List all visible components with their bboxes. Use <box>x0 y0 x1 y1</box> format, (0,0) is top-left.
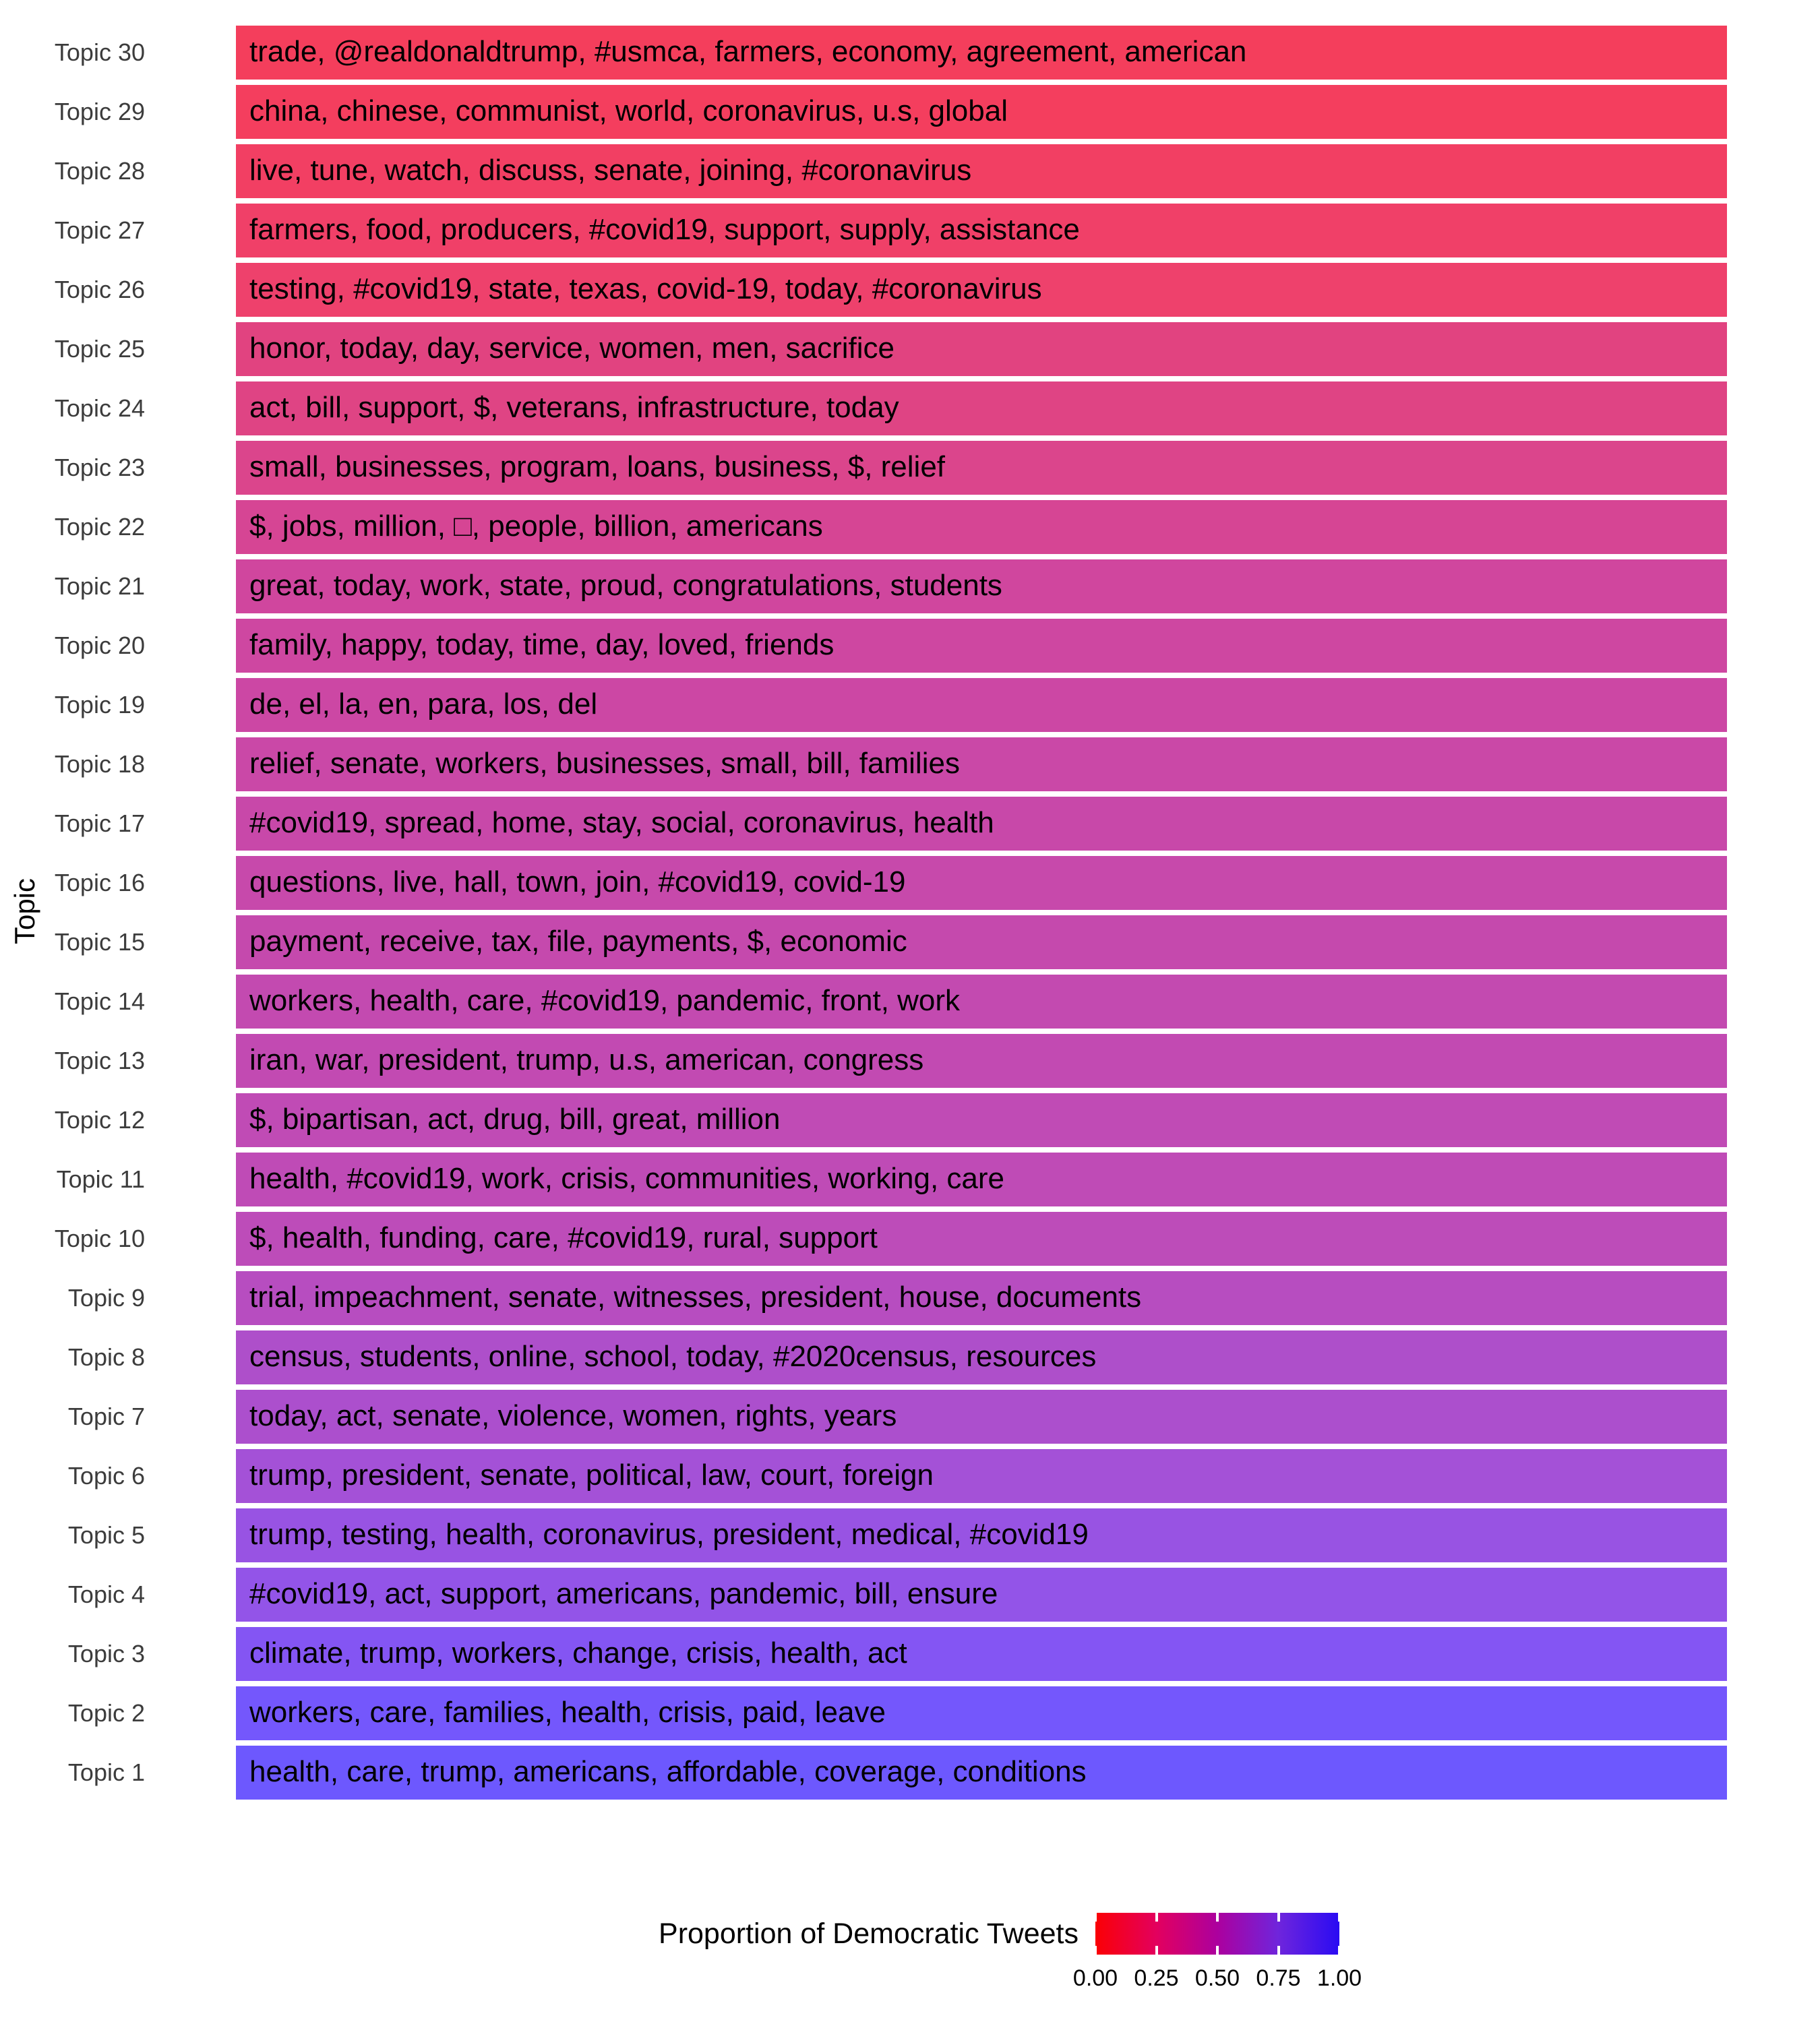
legend-tick-label: 0.75 <box>1256 1965 1301 1991</box>
legend-tick-mark <box>1216 1946 1219 1955</box>
topic-bar: small, businesses, program, loans, business, $, relief <box>236 441 1727 495</box>
y-axis-tick-label: Topic 4 <box>67 1581 145 1608</box>
topic-row <box>0 1686 1727 1740</box>
plot-area <box>0 26 1727 1805</box>
y-axis-tick-label: Topic 26 <box>54 276 145 303</box>
topic-bar: health, care, trump, americans, affordable, coverage, conditions <box>236 1746 1727 1800</box>
topic-bar: iran, war, president, trump, u.s, american, congress <box>236 1034 1727 1088</box>
topic-bar: honor, today, day, service, women, men, sacrifice <box>236 322 1727 376</box>
legend-tick-labels <box>1072 1965 1362 1994</box>
topic-row <box>0 737 1727 791</box>
topic-row <box>0 85 1727 139</box>
y-axis-tick-label: Topic 19 <box>54 691 145 718</box>
topic-bar: #covid19, spread, home, stay, social, coronavirus, health <box>236 797 1727 851</box>
topic-row <box>0 797 1727 851</box>
y-axis-tick-label: Topic 7 <box>67 1403 145 1430</box>
legend-tick-mark <box>1155 1946 1158 1955</box>
topic-row <box>0 975 1727 1029</box>
legend-tick-label: 0.25 <box>1134 1965 1179 1991</box>
topic-bar: payment, receive, tax, file, payments, $, economic <box>236 915 1727 969</box>
topic-row <box>0 1153 1727 1206</box>
y-axis-tick-label: Topic 13 <box>54 1047 145 1074</box>
topic-bar: workers, care, families, health, crisis, paid, leave <box>236 1686 1727 1740</box>
y-axis-tick-label: Topic 1 <box>67 1758 145 1786</box>
topic-bar: questions, live, hall, town, join, #covid19, covid-19 <box>236 856 1727 910</box>
topic-row <box>0 1390 1727 1444</box>
legend-tick-label: 0.00 <box>1072 1965 1118 1991</box>
y-axis-tick-label: Topic 23 <box>54 454 145 481</box>
y-axis-tick-label: Topic 6 <box>67 1462 145 1490</box>
topic-row <box>0 1627 1727 1681</box>
topic-row <box>0 322 1727 376</box>
y-axis-tick-label: Topic 30 <box>54 38 145 66</box>
y-axis-tick-label: Topic 22 <box>54 513 145 541</box>
topic-bar: testing, #covid19, state, texas, covid-19, today, #coronavirus <box>236 263 1727 317</box>
topic-bar: trade, @realdonaldtrump, #usmca, farmers, economy, agreement, american <box>236 26 1727 80</box>
y-axis-tick-label: Topic 14 <box>54 987 145 1015</box>
topic-row <box>0 1212 1727 1266</box>
topic-bar: china, chinese, communist, world, coronavirus, u.s, global <box>236 85 1727 139</box>
topic-row <box>0 856 1727 910</box>
topic-row <box>0 1746 1727 1800</box>
topic-bar: great, today, work, state, proud, congratulations, students <box>236 559 1727 613</box>
y-axis-tick-label: Topic 21 <box>54 572 145 600</box>
legend-tick-mark <box>1155 1913 1158 1922</box>
legend-gradient-bar <box>1095 1913 1339 1955</box>
topic-row <box>0 1449 1727 1503</box>
topic-row <box>0 678 1727 732</box>
y-axis-tick-label: Topic 15 <box>54 928 145 956</box>
legend-tick-label: 0.50 <box>1194 1965 1240 1991</box>
y-axis-tick-label: Topic 5 <box>67 1521 145 1549</box>
y-axis-title: Topic <box>9 878 40 945</box>
topic-row <box>0 1508 1727 1562</box>
y-axis-tick-label: Topic 29 <box>54 98 145 125</box>
topic-bar: $, jobs, million, □, people, billion, americans <box>236 500 1727 554</box>
legend-title: Proportion of Democratic Tweets <box>659 1918 1079 1950</box>
topic-bar: $, bipartisan, act, drug, bill, great, million <box>236 1093 1727 1147</box>
topic-row <box>0 381 1727 435</box>
topic-bar: $, health, funding, care, #covid19, rural, support <box>236 1212 1727 1266</box>
y-axis-tick-label: Topic 20 <box>54 632 145 659</box>
topic-bar: today, act, senate, violence, women, rights, years <box>236 1390 1727 1444</box>
y-axis-tick-label: Topic 10 <box>54 1225 145 1252</box>
y-axis-tick-label: Topic 28 <box>54 157 145 185</box>
topic-row <box>0 1271 1727 1325</box>
topic-row <box>0 1034 1727 1088</box>
y-axis-tick-label: Topic 8 <box>67 1343 145 1371</box>
topic-bar: climate, trump, workers, change, crisis, health, act <box>236 1627 1727 1681</box>
y-axis-tick-label: Topic 17 <box>54 809 145 837</box>
topic-bar: de, el, la, en, para, los, del <box>236 678 1727 732</box>
topic-bar: farmers, food, producers, #covid19, support, supply, assistance <box>236 204 1727 257</box>
y-axis-tick-label: Topic 18 <box>54 750 145 778</box>
legend-tick-mark <box>1277 1913 1280 1922</box>
topic-row <box>0 1568 1727 1622</box>
topic-bar: #covid19, act, support, americans, pandemic, bill, ensure <box>236 1568 1727 1622</box>
y-axis-tick-label: Topic 11 <box>56 1165 145 1193</box>
y-axis-tick-label: Topic 25 <box>54 335 145 363</box>
y-axis-tick-label: Topic 2 <box>67 1699 145 1727</box>
topic-row <box>0 144 1727 198</box>
topic-bar: live, tune, watch, discuss, senate, joining, #coronavirus <box>236 144 1727 198</box>
topic-row <box>0 500 1727 554</box>
topic-bar: family, happy, today, time, day, loved, friends <box>236 619 1727 673</box>
legend-tick-label: 1.00 <box>1316 1965 1362 1991</box>
y-axis-tick-label: Topic 16 <box>54 869 145 896</box>
topic-row <box>0 915 1727 969</box>
topic-bar: trial, impeachment, senate, witnesses, president, house, documents <box>236 1271 1727 1325</box>
topic-bar: trump, testing, health, coronavirus, president, medical, #covid19 <box>236 1508 1727 1562</box>
topic-bar: census, students, online, school, today, #2020census, resources <box>236 1330 1727 1384</box>
y-axis-tick-label: Topic 3 <box>67 1640 145 1667</box>
topic-row <box>0 1330 1727 1384</box>
topic-bar: workers, health, care, #covid19, pandemic, front, work <box>236 975 1727 1029</box>
y-axis-tick-label: Topic 27 <box>54 216 145 244</box>
topic-row <box>0 619 1727 673</box>
legend-tick-mark <box>1338 1946 1339 1955</box>
legend-tick-mark <box>1095 1946 1097 1955</box>
topic-bar: relief, senate, workers, businesses, small, bill, families <box>236 737 1727 791</box>
topic-row <box>0 441 1727 495</box>
legend-tick-mark <box>1216 1913 1219 1922</box>
topic-row <box>0 263 1727 317</box>
topic-row <box>0 204 1727 257</box>
y-axis-tick-label: Topic 12 <box>54 1106 145 1134</box>
y-axis-tick-label: Topic 9 <box>67 1284 145 1312</box>
topic-bar: act, bill, support, $, veterans, infrastructure, today <box>236 381 1727 435</box>
topic-row <box>0 559 1727 613</box>
topic-row <box>0 26 1727 80</box>
y-axis-tick-label: Topic 24 <box>54 394 145 422</box>
topic-bar: trump, president, senate, political, law, court, foreign <box>236 1449 1727 1503</box>
legend-tick-mark <box>1277 1946 1280 1955</box>
legend-tick-mark <box>1095 1913 1097 1922</box>
legend-tick-mark <box>1338 1913 1339 1922</box>
topic-bar: health, #covid19, work, crisis, communities, working, care <box>236 1153 1727 1206</box>
topic-row <box>0 1093 1727 1147</box>
